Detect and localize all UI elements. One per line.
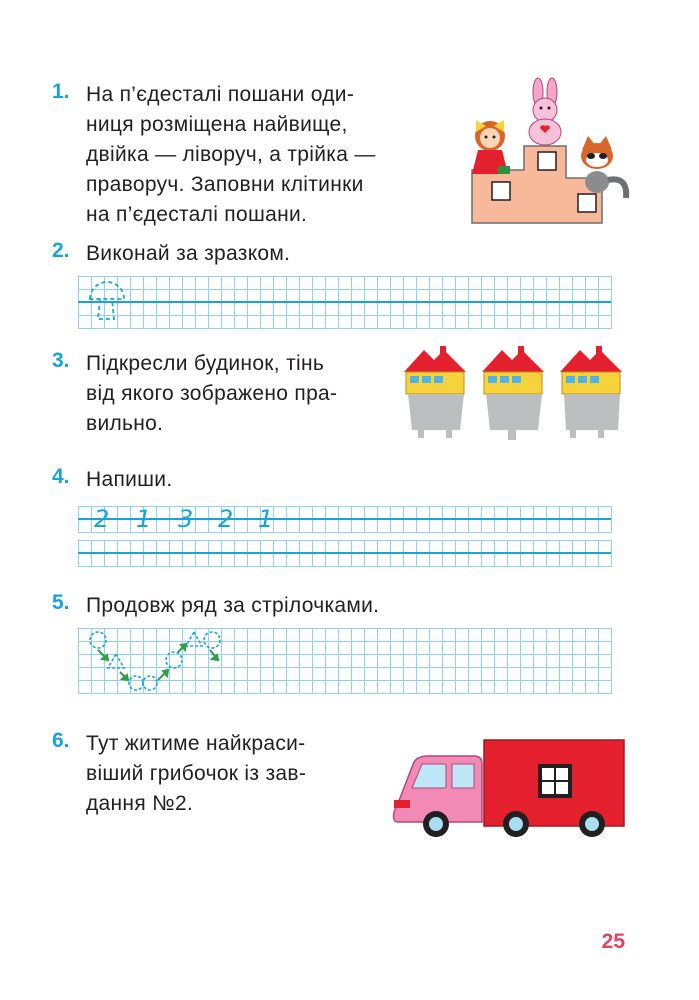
raccoon-icon [581,136,626,198]
truck-illustration [388,736,628,840]
sample-digit: 1 [258,505,274,533]
house-2-icon[interactable] [482,346,544,440]
podium-illustration [462,78,632,228]
digit-sample-row [94,505,294,535]
wheel-icon [423,811,449,837]
task-text: Підкресли будинок, тінь від якого зображено пра- вильно. [86,352,338,435]
houses-illustration[interactable] [400,342,632,444]
task-number: 1. [52,80,70,103]
podium-cell-third[interactable] [578,194,596,212]
wheel-icon [579,811,605,837]
podium-cell-first[interactable] [538,152,556,170]
sample-digit: 2 [94,505,110,533]
shape-pattern-sample [82,628,232,694]
task-number: 5. [52,591,70,614]
task-number: 3. [52,349,70,372]
writing-grid-row-2[interactable] [78,540,612,567]
sample-digit: 2 [218,505,234,533]
page-number: 25 [601,930,625,953]
house-1-icon[interactable] [404,346,466,438]
circle-shape-icon [129,676,143,690]
sample-digit: 3 [178,505,194,533]
sample-digit: 1 [136,505,152,533]
task-text: Виконай за зразком. [86,242,291,265]
task-number: 2. [52,239,70,262]
circle-shape-icon [204,632,220,648]
mushroom-sample-icon [84,279,130,325]
task-text: Тут житиме найкраси- віший грибочок із зав- дання №2. [86,732,307,815]
task-text: На п’єдесталі пошани оди- ниця розміщена найвище, двійка — ліворуч, а трійка — праворуч. Заповни клітинки на п’єдесталі пошани. [86,83,376,226]
task-text: Напиши. [86,468,173,491]
circle-shape-icon [143,676,157,690]
wheel-icon [503,811,529,837]
task-number: 6. [52,729,70,752]
house-3-icon[interactable] [560,346,622,438]
truck-window-icon [538,764,572,798]
circle-shape-icon [90,632,106,648]
triangle-shape-icon [186,632,202,646]
task-number: 4. [52,465,70,488]
circle-shape-icon [166,652,182,668]
podium-cell-second[interactable] [492,182,510,200]
bunny-icon [529,78,561,145]
doll-icon [472,120,510,174]
task-text: Продовж ряд за стрілочками. [86,594,380,617]
writing-grid[interactable] [78,276,612,329]
triangle-shape-icon [108,654,124,668]
